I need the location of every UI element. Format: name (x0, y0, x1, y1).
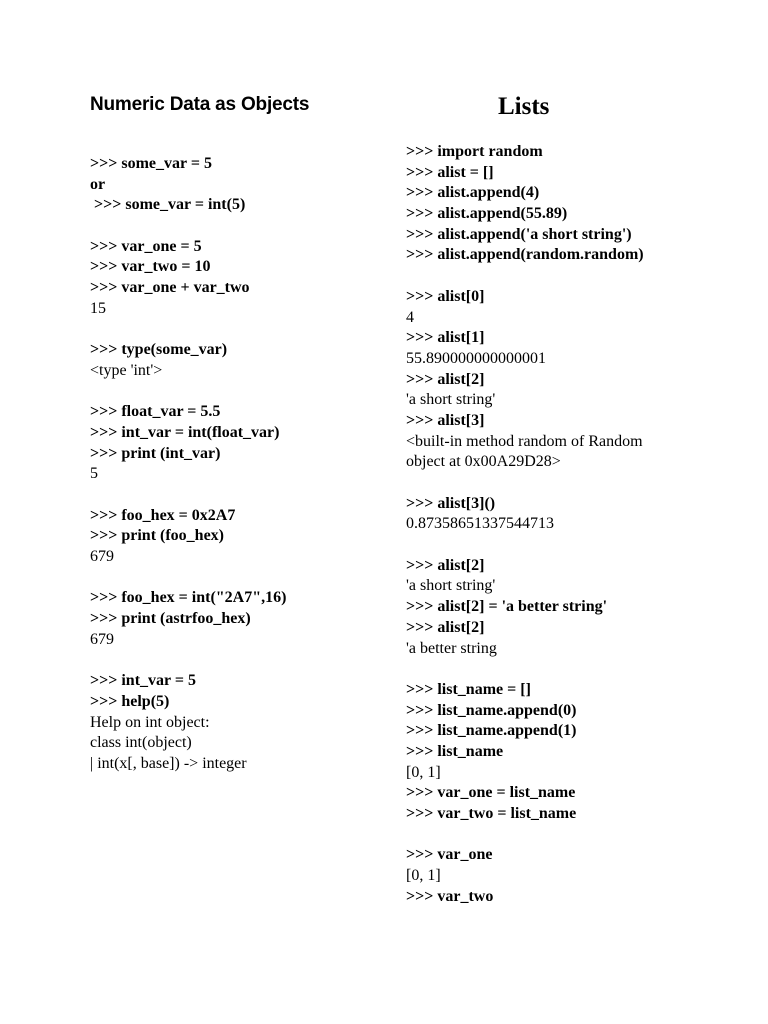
output-line: 5 (90, 465, 98, 483)
blank-line (90, 382, 390, 403)
code-line: >>> list_name.append(1) (406, 722, 577, 740)
output-line: <type 'int'> (90, 361, 163, 379)
output-line: 0.87358651337544713 (406, 515, 554, 533)
output-line: [0, 1] (406, 867, 441, 885)
output-line: 55.890000000000001 (406, 349, 546, 367)
code-line: >>> print (astrfoo_hex) (90, 610, 251, 628)
code-line: >>> alist[0] (406, 287, 485, 305)
code-line: >>> var_one + var_two (90, 279, 250, 297)
code-line: >>> foo_hex = int("2A7",16) (90, 589, 287, 607)
blank-line (406, 659, 746, 680)
code-listing-lists (406, 142, 746, 907)
blank-line (90, 320, 390, 341)
code-line: >>> alist[3]() (406, 494, 496, 512)
code-line: >>> alist.append(4) (406, 184, 540, 202)
blank-line (406, 266, 746, 287)
output-line: <built-in method random of Random (406, 432, 643, 450)
code-line: >>> alist = [] (406, 163, 494, 181)
blank-line (90, 651, 390, 672)
code-line: >>> var_two = 10 (90, 258, 211, 276)
code-line: >>> list_name.append(0) (406, 701, 577, 719)
code-line: >>> some_var = 5 (90, 155, 212, 172)
blank-line (406, 825, 746, 846)
blank-line (406, 473, 746, 494)
output-line: | int(x[, base]) -> integer (90, 754, 247, 772)
code-line: >>> var_one = 5 (90, 237, 202, 255)
output-line: 'a short string' (406, 391, 496, 409)
output-line: 4 (406, 308, 414, 326)
output-line: 'a better string (406, 639, 497, 657)
code-line: >>> alist.append(55.89) (406, 205, 568, 223)
section-title-numeric-data: Numeric Data as Objects (90, 94, 310, 115)
output-line: 'a short string' (406, 577, 496, 595)
section-title-lists: Lists (498, 93, 550, 120)
code-line: >>> help(5) (90, 692, 170, 710)
code-line: >>> alist[2] (406, 556, 485, 574)
code-line: >>> alist[2] = 'a better string' (406, 598, 608, 616)
code-line: >>> var_two = list_name (406, 805, 577, 822)
output-line: 679 (90, 630, 114, 648)
code-line: >>> print (int_var) (90, 444, 221, 462)
code-line: >>> alist[2] (406, 618, 485, 636)
code-line: >>> var_one = list_name (406, 784, 576, 802)
blank-line (90, 216, 390, 237)
code-line: >>> int_var = int(float_var) (90, 423, 280, 441)
output-line: 15 (90, 299, 106, 317)
code-line: >>> list_name (406, 742, 504, 760)
code-line: >>> var_two (406, 887, 494, 905)
code-line: >>> import random (406, 143, 543, 160)
output-line: >>> some_var = int(5) (90, 196, 246, 214)
output-line: object at 0x00A29D28> (406, 453, 561, 471)
blank-line (90, 485, 390, 506)
blank-line (406, 535, 746, 556)
code-line: >>> var_one (406, 846, 493, 864)
code-listing-numeric (90, 154, 390, 775)
output-line: or (90, 175, 106, 193)
code-line: >>> alist[3] (406, 411, 485, 429)
code-line: >>> int_var = 5 (90, 672, 196, 690)
code-line: >>> alist.append(random.random) (406, 246, 644, 264)
blank-line (90, 568, 390, 589)
code-line: >>> print (foo_hex) (90, 527, 225, 545)
code-line: >>> alist.append('a short string') (406, 225, 632, 243)
output-line: Help on int object: (90, 713, 210, 731)
code-line: >>> alist[1] (406, 329, 485, 347)
output-line: class int(object) (90, 734, 192, 752)
code-line: >>> type(some_var) (90, 341, 228, 359)
code-line: >>> alist[2] (406, 370, 485, 388)
code-line: >>> float_var = 5.5 (90, 403, 221, 421)
code-line: >>> foo_hex = 0x2A7 (90, 506, 236, 524)
output-line: [0, 1] (406, 763, 441, 781)
code-line: >>> list_name = [] (406, 680, 531, 698)
output-line: 679 (90, 548, 114, 566)
